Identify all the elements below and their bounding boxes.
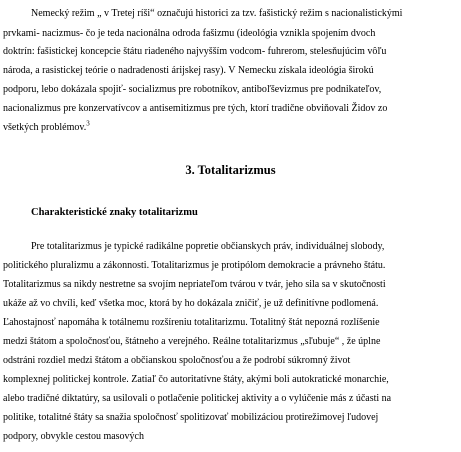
subsection-heading: Charakteristické znaky totalitarizmu [31, 207, 198, 218]
paragraph2-line: Ľahostajnosť napomáha k totálnemu rozšíreniu totalitarizmu. Totalitný štát nepozná rozlíšenie [3, 317, 380, 328]
paragraph1-line: národa, a rasistickej teórie o nadradenosti árijskej rasy). V Nemecku získala ideológia širokú [3, 65, 374, 76]
paragraph1-last-line-text: všetkých problémov. [3, 122, 87, 133]
paragraph1-line: nacionalizmus pre konzervatívcov a antisemitizmus pre tých, ktorí tradične obviňovali Židov zo [3, 103, 388, 114]
paragraph1-line [3, 119, 90, 134]
paragraph2-line: medzi štátom a spoločnosťou, štátneho a verejného. Reálne totalitarizmus „sľubuje“ , že úplne [3, 336, 381, 347]
paragraph2-line: ukáže až vo chvíli, keď všetka moc, ktorá by ho dokázala zničiť, je už definitívne podlomená. [3, 298, 379, 309]
paragraph2-line: politického pluralizmu a zákonnosti. Totalitarizmus je protipólom demokracie a právneho štátu. [3, 260, 386, 271]
paragraph2-line: politike, totalitné štáty sa snažia spoločnosť spolitizovať mobilizáciou protirežimovej ľudovej [3, 412, 379, 423]
paragraph2-line: alebo tradičné diktatúry, sa usilovali o potlačenie politickej aktivity a o vylúčenie más z účasti na [3, 393, 392, 404]
paragraph2-line: Totalitarizmus sa nikdy nestretne sa svojím nepriateľom tvárou v tvár, jeho sila sa v skutočnosti [3, 279, 386, 290]
paragraph2-line: komplexnej politickej kontrole. Zatiaľ čo autoritatívne štáty, akými boli autokratické monarchie, [3, 374, 389, 385]
footnote-reference[interactable]: 3 [86, 119, 90, 128]
paragraph1-line: prvkami- nacizmus- čo je teda nacionálna odroda fašizmu (ideológia vznikla spojením dvoch [3, 28, 376, 39]
section-heading: 3. Totalitarizmus [185, 163, 276, 177]
paragraph1-line: doktrín: fašistickej koncepcie štátu riadeného najvyšším vodcom- fuhrerom, stelesňujúcim vôľu [3, 46, 387, 57]
paragraph2-line: Pre totalitarizmus je typické radikálne popretie občianskych práv, individuálnej slobody, [31, 241, 385, 252]
paragraph2-line: odstráni rozdiel medzi štátom a občianskou spoločnosťou a že podrobí súkromný život [3, 355, 351, 366]
paragraph1-line: Nemecký režim „ v Tretej ríši“ označujú historici za tzv. fašistický režim s nacionalistickými [31, 8, 403, 19]
paragraph1-line: podporu, lebo dokázala spojiť- socializmus pre robotníkov, antiboľševizmus pre podnikateľov, [3, 84, 382, 95]
paragraph2-line: podpory, obvykle cestou masových [3, 431, 144, 442]
